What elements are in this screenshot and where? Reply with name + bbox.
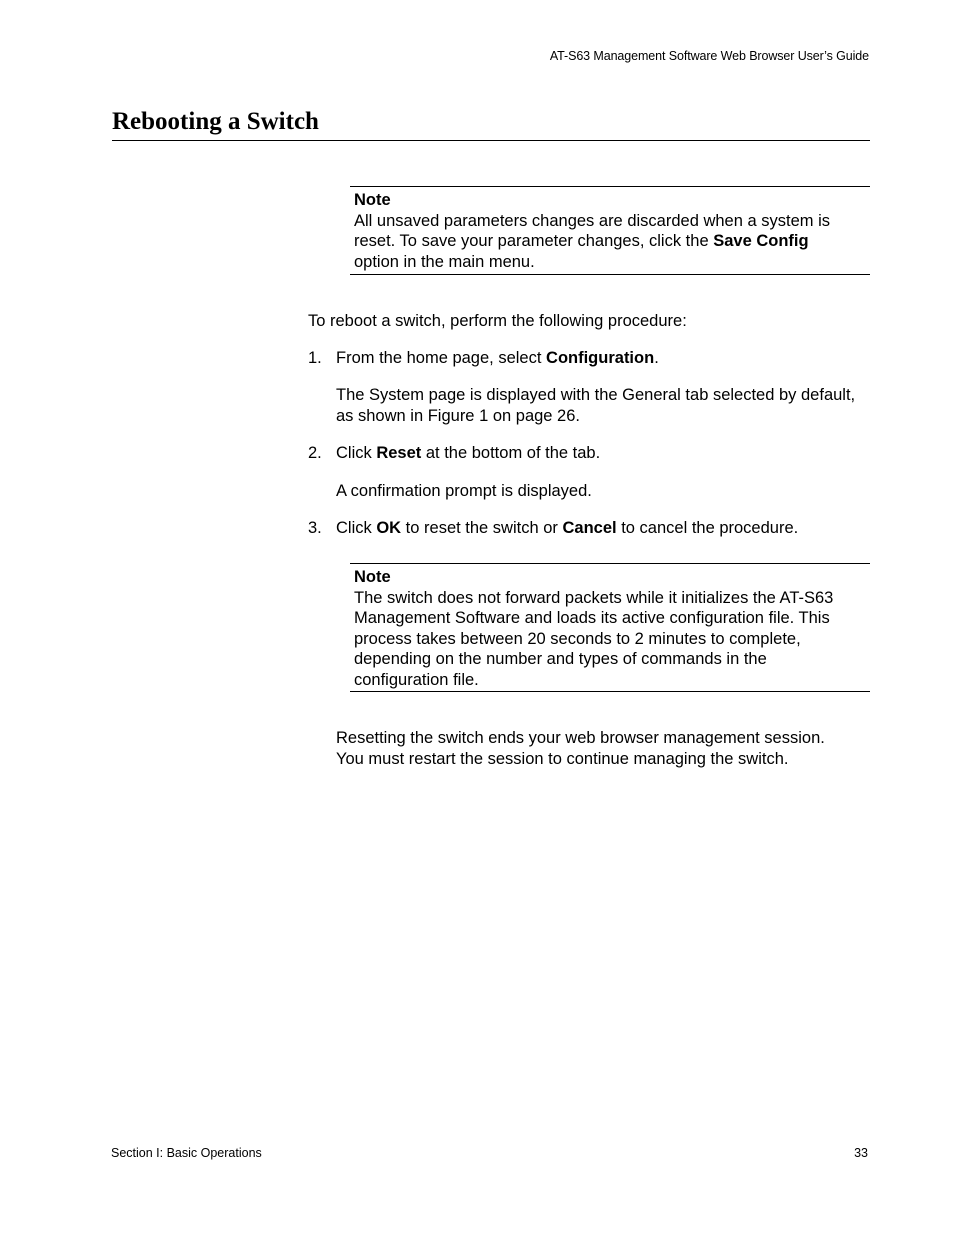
step-text: From the home page, select Configuration. [336,349,659,367]
note-label: Note [354,568,391,586]
footer-page-number: 33 [854,1146,868,1160]
intro-paragraph: To reboot a switch, perform the following procedure: [308,312,687,330]
note-line: Management Software and loads its active configuration file. This [354,609,830,627]
note-line: configuration file. [354,670,479,689]
note-line: option in the main menu. [354,252,535,271]
step-number: 3. [308,519,322,537]
step-number: 2. [308,444,322,462]
step-result: A confirmation prompt is displayed. [336,482,592,500]
step-result: The System page is displayed with the General tab selected by default, as shown in Figure 1 on page 26. [336,386,856,425]
footer-section: Section I: Basic Operations [111,1146,262,1160]
note-box-initialization [350,563,870,692]
step-text: Click Reset at the bottom of the tab. [336,444,601,462]
step-text: Click OK to reset the switch or Cancel to cancel the procedure. [336,519,799,537]
note-box-unsaved [350,186,870,275]
step-number: 1. [308,349,322,367]
note-label: Note [354,191,391,209]
note-line: The switch does not forward packets while it initializes the AT-S63 [354,588,834,607]
closing-paragraph: Resetting the switch ends your web browser management session. You must restart the session to continue managing the switch. [336,729,825,768]
note-line: process takes between 20 seconds to 2 minutes to complete, [354,629,801,648]
page-title: Rebooting a Switch [112,108,319,135]
running-header: AT-S63 Management Software Web Browser User’s Guide [549,49,869,63]
note-line: reset. To save your parameter changes, click the Save Config [354,232,809,250]
save-config-term: Save Config [713,232,809,250]
note-line: depending on the number and types of commands in the [354,650,767,668]
reset-term: Reset [376,444,422,462]
note-line: All unsaved parameters changes are discarded when a system is [354,211,830,230]
ok-term: OK [376,519,402,537]
title-rule [112,140,870,141]
configuration-term: Configuration [546,349,655,367]
cancel-term: Cancel [562,519,617,537]
